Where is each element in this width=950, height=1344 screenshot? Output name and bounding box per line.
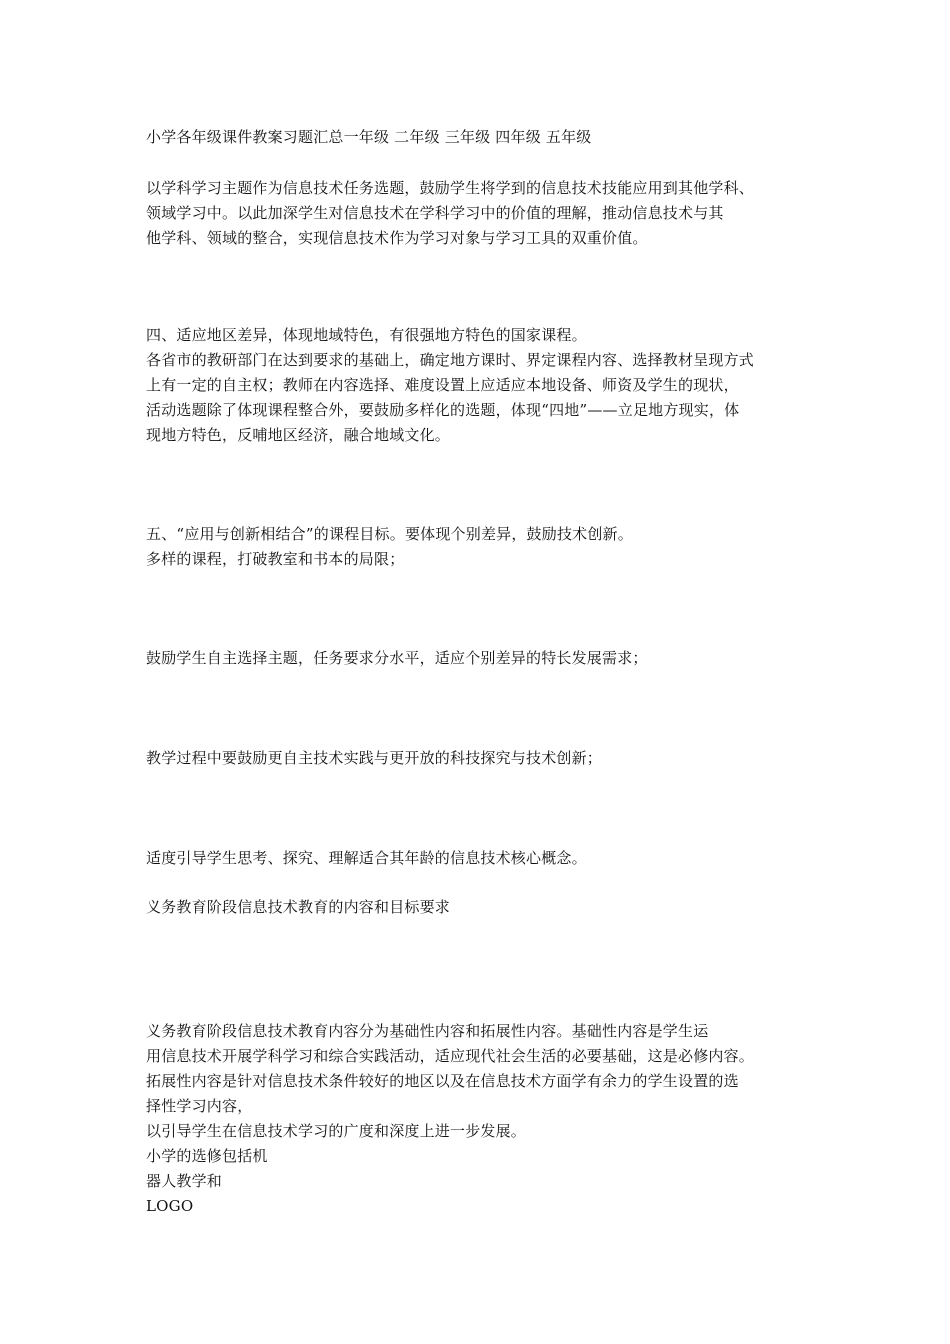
paragraph-line: 用信息技术开展学科学习和综合实践活动，适应现代社会生活的必要基础，这是必修内容。 — [146, 1047, 755, 1065]
paragraph-line: 活动选题除了体现课程整合外，要鼓励多样化的选题，体现“四地”——立足地方现实，体 — [146, 401, 740, 419]
paragraph-line: LOGO — [146, 1197, 194, 1215]
paragraph-line: 多样的课程，打破教室和书本的局限； — [146, 550, 405, 568]
paragraph-line: 小学的选修包括机 — [146, 1147, 268, 1165]
paragraph-line: 各省市的教研部门在达到要求的基础上，确定地方课时、界定课程内容、选择教材呈现方式 — [146, 351, 755, 369]
paragraph-line: 他学科、领域的整合，实现信息技术作为学习对象与学习工具的双重价值。 — [146, 229, 648, 247]
paragraph-line: 择性学习内容， — [146, 1097, 253, 1115]
paragraph-line: 领域学习中。以此加深学生对信息技术在学科学习中的价值的理解，推动信息技术与其 — [146, 204, 724, 222]
section-4-heading: 四、适应地区差异，体现地域特色，有很强地方特色的国家课程。 — [146, 326, 587, 344]
paragraph-line: 上有一定的自主权；教师在内容选择、难度设置上应适应本地设备、师资及学生的现状， — [146, 376, 739, 394]
paragraph-line: 教学过程中要鼓励更自主技术实践与更开放的科技探究与技术创新； — [146, 749, 603, 767]
subheading: 义务教育阶段信息技术教育的内容和目标要求 — [146, 898, 451, 916]
paragraph-line: 适度引导学生思考、探究、理解适合其年龄的信息技术核心概念。 — [146, 849, 587, 867]
paragraph-line: 以引导学生在信息技术学习的广度和深度上进一步发展。 — [146, 1122, 527, 1140]
paragraph-line: 以学科学习主题作为信息技术任务选题，鼓励学生将学到的信息技术技能应用到其他学科、 — [146, 179, 755, 197]
section-5-heading: 五、“应用与创新相结合”的课程目标。要体现个别差异，鼓励技术创新。 — [146, 525, 633, 543]
document-title: 小学各年级课件教案习题汇总一年级 二年级 三年级 四年级 五年级 — [146, 128, 592, 146]
paragraph-line: 现地方特色，反哺地区经济，融合地域文化。 — [146, 426, 451, 444]
paragraph-line: 拓展性内容是针对信息技术条件较好的地区以及在信息技术方面学有余力的学生设置的选 — [146, 1072, 739, 1090]
paragraph-line: 鼓励学生自主选择主题，任务要求分水平，适应个别差异的特长发展需求； — [146, 649, 648, 667]
paragraph-line: 义务教育阶段信息技术教育内容分为基础性内容和拓展性内容。基础性内容是学生运 — [146, 1022, 709, 1040]
paragraph-line: 器人教学和 — [146, 1172, 223, 1190]
